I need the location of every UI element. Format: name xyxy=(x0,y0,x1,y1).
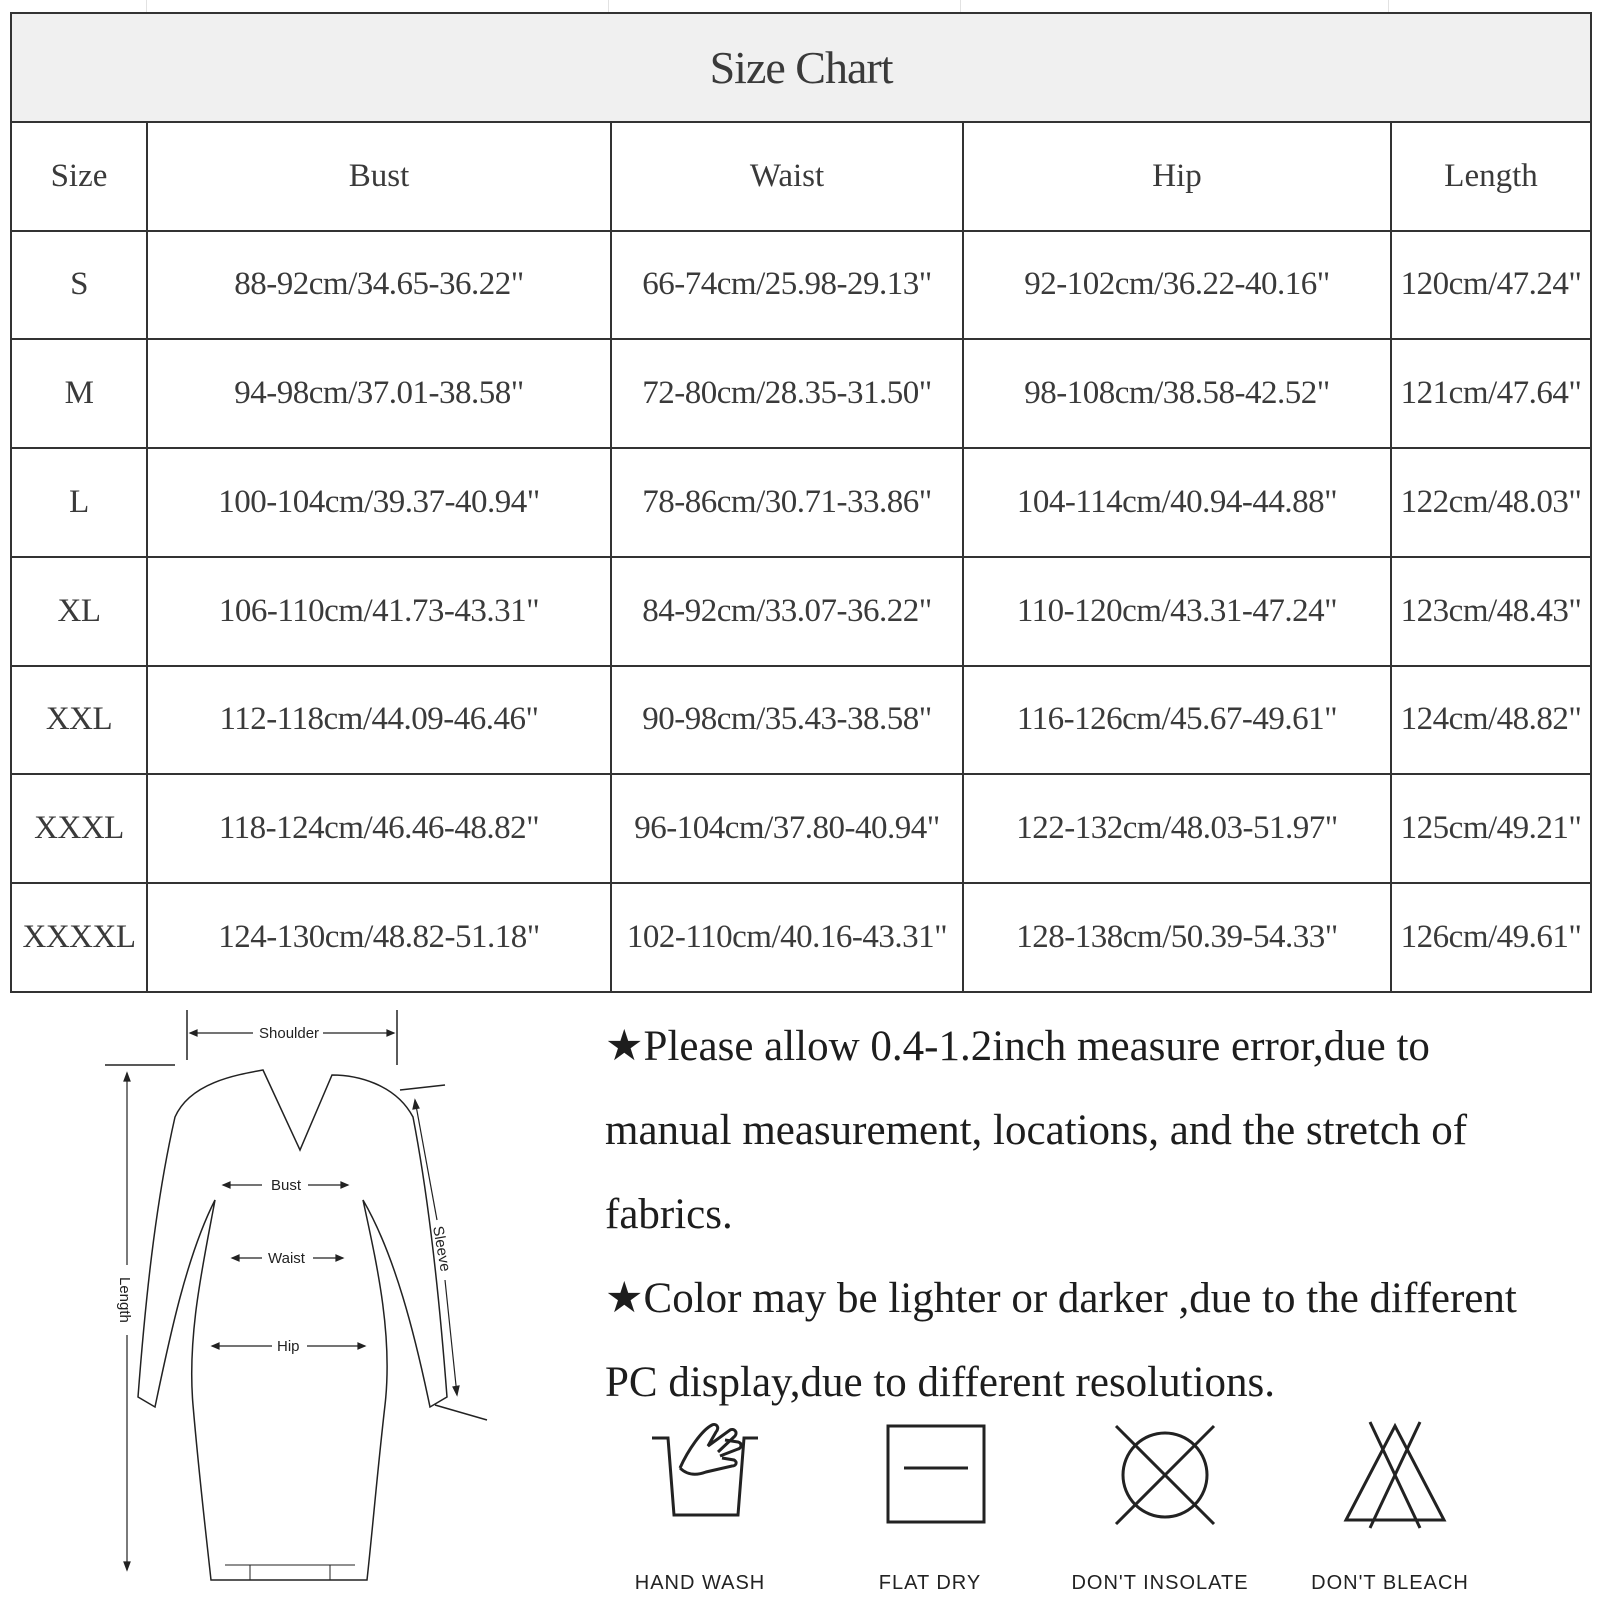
waist-cell: 90-98cm/35.43-38.58" xyxy=(611,666,963,775)
table-row xyxy=(11,666,1591,775)
care-hand-wash xyxy=(600,1420,800,1600)
sleeve-label: Sleeve xyxy=(429,1224,454,1273)
bust-cell: 124-130cm/48.82-51.18" xyxy=(147,883,611,992)
hip-cell: 110-120cm/43.31-47.24" xyxy=(963,557,1391,666)
hand-wash-label: HAND WASH xyxy=(634,1572,766,1594)
waist-cell: 78-86cm/30.71-33.86" xyxy=(611,448,963,557)
bust-cell: 100-104cm/39.37-40.94" xyxy=(147,448,611,557)
note-color-variation: ★Color may be lighter or darker ,due to the different PC display,due to different resolutions. xyxy=(605,1275,1517,1406)
size-cell: XXXL xyxy=(11,774,147,883)
hip-label: Hip xyxy=(277,1338,300,1355)
waist-cell: 66-74cm/25.98-29.13" xyxy=(611,231,963,340)
header-row xyxy=(11,122,1591,231)
column-header-waist: Waist xyxy=(611,122,963,231)
size-chart-table xyxy=(10,12,1592,993)
length-cell: 123cm/48.43" xyxy=(1391,557,1591,666)
bust-cell: 112-118cm/44.09-46.46" xyxy=(147,666,611,775)
dress-measurement-diagram xyxy=(95,1005,495,1595)
flat-dry-icon xyxy=(880,1420,990,1535)
hip-cell: 104-114cm/40.94-44.88" xyxy=(963,448,1391,557)
dont-insolate-label: DON'T INSOLATE xyxy=(1071,1572,1249,1594)
column-header-bust: Bust xyxy=(147,122,611,231)
column-header-length: Length xyxy=(1391,122,1591,231)
bust-cell: 118-124cm/46.46-48.82" xyxy=(147,774,611,883)
bust-label: Bust xyxy=(271,1177,302,1194)
waist-cell: 96-104cm/37.80-40.94" xyxy=(611,774,963,883)
care-instructions xyxy=(600,1420,1560,1600)
length-cell: 120cm/47.24" xyxy=(1391,231,1591,340)
length-cell: 126cm/49.61" xyxy=(1391,883,1591,992)
flat-dry-label: FLAT DRY xyxy=(878,1572,982,1594)
hand-wash-icon xyxy=(650,1420,760,1535)
care-dont-insolate xyxy=(1060,1420,1260,1600)
bust-cell: 106-110cm/41.73-43.31" xyxy=(147,557,611,666)
table-row xyxy=(11,883,1591,992)
table-row xyxy=(11,774,1591,883)
dont-bleach-icon xyxy=(1340,1420,1450,1535)
column-header-hip: Hip xyxy=(963,122,1391,231)
bust-cell: 88-92cm/34.65-36.22" xyxy=(147,231,611,340)
hip-cell: 122-132cm/48.03-51.97" xyxy=(963,774,1391,883)
note-measure-error: ★Please allow 0.4-1.2inch measure error,due to manual measurement, locations, and the stretch of fabrics. xyxy=(605,1023,1468,1238)
size-cell: XXXXL xyxy=(11,883,147,992)
length-cell: 122cm/48.03" xyxy=(1391,448,1591,557)
dress-outline-icon xyxy=(95,1005,495,1595)
table-row xyxy=(11,557,1591,666)
size-cell: L xyxy=(11,448,147,557)
size-cell: XL xyxy=(11,557,147,666)
care-flat-dry xyxy=(830,1420,1030,1600)
waist-cell: 72-80cm/28.35-31.50" xyxy=(611,339,963,448)
table-row xyxy=(11,339,1591,448)
size-cell: S xyxy=(11,231,147,340)
table-row xyxy=(11,448,1591,557)
top-grid-lines xyxy=(0,0,1600,12)
size-cell: XXL xyxy=(11,666,147,775)
hip-cell: 92-102cm/36.22-40.16" xyxy=(963,231,1391,340)
length-cell: 124cm/48.82" xyxy=(1391,666,1591,775)
length-label: Length xyxy=(116,1277,133,1323)
bust-cell: 94-98cm/37.01-38.58" xyxy=(147,339,611,448)
table-row xyxy=(11,231,1591,340)
waist-label: Waist xyxy=(268,1250,305,1267)
hip-cell: 98-108cm/38.58-42.52" xyxy=(963,339,1391,448)
hip-cell: 128-138cm/50.39-54.33" xyxy=(963,883,1391,992)
length-cell: 125cm/49.21" xyxy=(1391,774,1591,883)
dont-insolate-icon xyxy=(1110,1420,1220,1535)
shoulder-label: Shoulder xyxy=(259,1025,320,1042)
waist-cell: 102-110cm/40.16-43.31" xyxy=(611,883,963,992)
care-dont-bleach xyxy=(1290,1420,1490,1600)
column-header-size: Size xyxy=(11,122,147,231)
size-cell: M xyxy=(11,339,147,448)
length-cell: 121cm/47.64" xyxy=(1391,339,1591,448)
hip-cell: 116-126cm/45.67-49.61" xyxy=(963,666,1391,775)
size-chart-title: Size Chart xyxy=(11,13,1591,122)
notes-block xyxy=(605,1005,1565,1425)
dont-bleach-label: DON'T BLEACH xyxy=(1311,1572,1469,1594)
waist-cell: 84-92cm/33.07-36.22" xyxy=(611,557,963,666)
